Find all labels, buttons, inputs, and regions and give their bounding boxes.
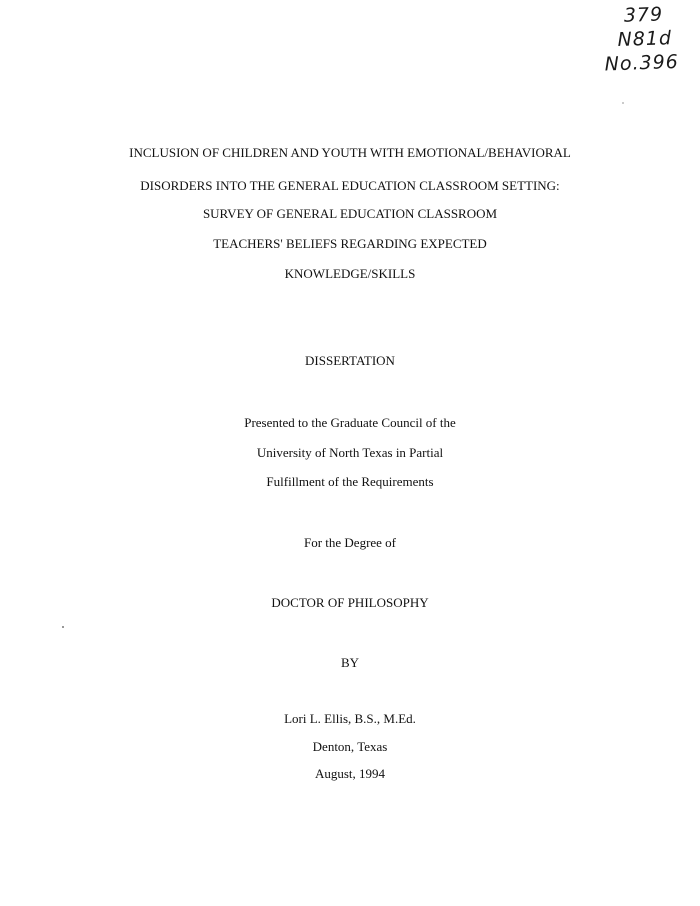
- scan-speck: [622, 102, 624, 104]
- title-line-2: DISORDERS INTO THE GENERAL EDUCATION CLASSROOM SETTING:: [140, 178, 560, 193]
- author-name: Lori L. Ellis, B.S., M.Ed.: [284, 711, 416, 726]
- scan-speck: [62, 626, 64, 628]
- degree-name: DOCTOR OF PHILOSOPHY: [271, 595, 429, 610]
- call-number-line: No.396: [604, 50, 680, 76]
- title-line-5: KNOWLEDGE/SKILLS: [284, 266, 416, 281]
- call-number-line: 379: [623, 3, 664, 27]
- title-line-1: INCLUSION OF CHILDREN AND YOUTH WITH EMOTIONAL/BEHAVIORAL: [129, 145, 571, 160]
- by-label: BY: [340, 655, 360, 670]
- title-line-3: SURVEY OF GENERAL EDUCATION CLASSROOM: [202, 206, 498, 221]
- date: August, 1994: [314, 766, 386, 781]
- presented-line-1: Presented to the Graduate Council of the: [244, 415, 456, 430]
- handwritten-call-number: [557, 2, 679, 78]
- document-type: DISSERTATION: [305, 353, 395, 368]
- presented-line-2: University of North Texas in Partial: [256, 445, 444, 460]
- location: Denton, Texas: [312, 739, 388, 754]
- title-line-4: TEACHERS' BELIEFS REGARDING EXPECTED: [213, 236, 487, 251]
- degree-intro: For the Degree of: [303, 535, 397, 550]
- presented-line-3: Fulfillment of the Requirements: [266, 474, 434, 489]
- call-number-line: N81d: [617, 27, 673, 52]
